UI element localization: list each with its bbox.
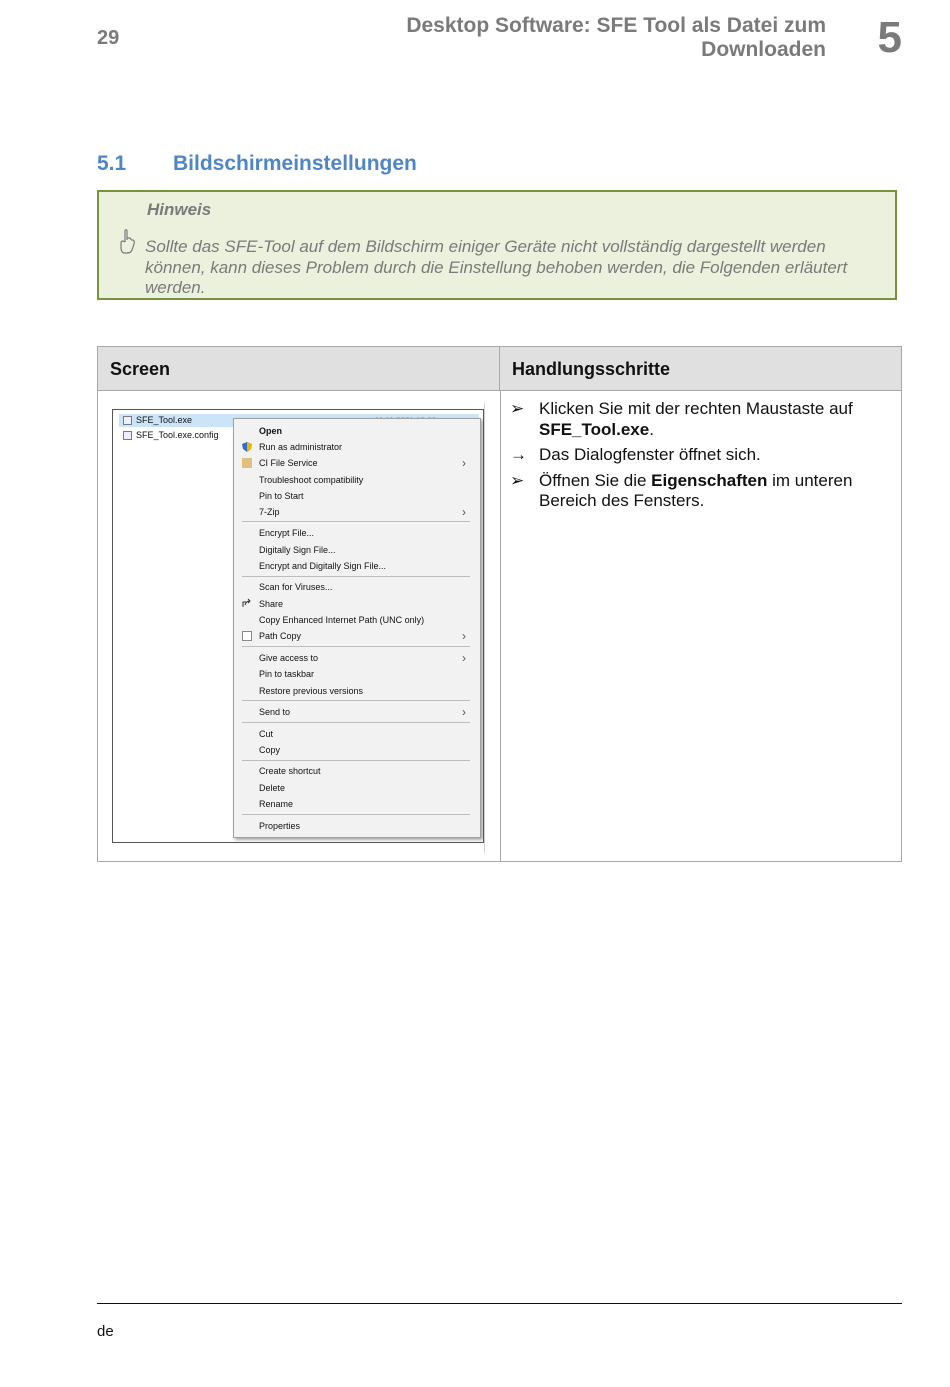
menu-item-digitally-sign: Digitally Sign File... [259,545,336,555]
chevron-right-icon: › [462,705,466,719]
table-header-screen: Screen [98,347,500,391]
menu-separator [242,646,470,647]
step-item: ➢ Klicken Sie mit der rechten Maustaste auf SFE_Tool.exe. [510,399,853,439]
menu-item-delete: Delete [259,783,286,793]
menu-item-create-shortcut: Create shortcut [259,766,321,776]
section-number: 5.1 [97,152,127,175]
share-icon [242,598,252,608]
chevron-right-icon: › [462,629,466,643]
section-title: Bildschirmeinstellungen [173,152,417,175]
file-row-config: SFE_Tool.exe.config [119,429,219,442]
arrowhead-bullet-icon: ➢ [510,470,525,490]
menu-item-troubleshoot: Troubleshoot compatibility [259,475,364,485]
chevron-right-icon: › [462,505,466,519]
chapter-number: 5 [877,13,902,62]
menu-item-rename: Rename [259,799,294,809]
section-heading [97,152,417,176]
menu-item-encrypt-file: Encrypt File... [259,528,315,538]
note-box [97,190,897,300]
menu-item-run-as-admin: Run as administrator [259,442,343,452]
config-file-icon [123,431,132,440]
menu-item-pin-to-start: Pin to Start [259,491,304,501]
footer-language: de [97,1323,114,1340]
arrowhead-bullet-icon: ➢ [510,399,525,418]
note-title: Hinweis [147,200,212,219]
path-copy-icon [242,631,252,641]
folder-icon [242,458,252,468]
menu-item-open: Open [259,426,283,436]
menu-item-properties: Properties [259,821,301,831]
page-number: 29 [97,27,120,49]
menu-item-cut: Cut [259,729,274,739]
menu-item-pin-to-taskbar: Pin to taskbar [259,669,315,679]
chevron-right-icon: › [462,456,466,470]
result-item: → Das Dialogfenster öffnet sich. [510,445,761,464]
menu-separator [242,700,470,701]
menu-item-give-access: Give access to [259,653,319,663]
footer-rule [97,1303,902,1304]
menu-item-path-copy: Path Copy [259,631,302,641]
menu-item-send-to: Send to [259,707,291,717]
pointing-hand-icon [117,228,137,256]
right-arrow-icon: → [510,445,527,464]
step-item: ➢ Öffnen Sie die Eigenschaften im unteren Bereich des Fensters. [510,470,853,510]
menu-item-share: Share [259,599,284,609]
menu-item-copy-unc-path: Copy Enhanced Internet Path (UNC only) [259,615,425,625]
exe-file-icon [123,416,132,425]
menu-separator [242,814,470,815]
menu-item-restore-versions: Restore previous versions [259,686,364,696]
screenshot-edge [484,403,485,853]
note-text: Sollte das SFE-Tool auf dem Bildschirm einiger Geräte nicht vollständig dargestellt werden können, kann dieses Problem durch die Einstellung behoben werden, die Folgenden erläutert werden. [145,237,848,297]
instruction-table [97,346,902,862]
menu-separator [242,760,470,761]
column-divider [500,391,501,861]
action-steps [510,399,890,517]
table-header-steps: Handlungsschritte [500,347,901,391]
header-title: Desktop Software: SFE Tool als Datei zum Downloaden [406,14,826,61]
menu-separator [242,521,470,522]
menu-item-ci-file-service: CI File Service [259,458,318,468]
menu-item-copy: Copy [259,745,281,755]
menu-item-7zip: 7-Zip [259,507,280,517]
menu-item-encrypt-and-sign: Encrypt and Digitally Sign File... [259,561,387,571]
menu-separator [242,576,470,577]
chevron-right-icon: › [462,651,466,665]
context-menu [233,418,481,838]
shield-icon [242,442,252,452]
menu-item-scan-viruses: Scan for Viruses... [259,582,333,592]
menu-separator [242,722,470,723]
file-row-exe: SFE_Tool.exe [119,414,479,427]
context-menu-screenshot [112,409,484,843]
